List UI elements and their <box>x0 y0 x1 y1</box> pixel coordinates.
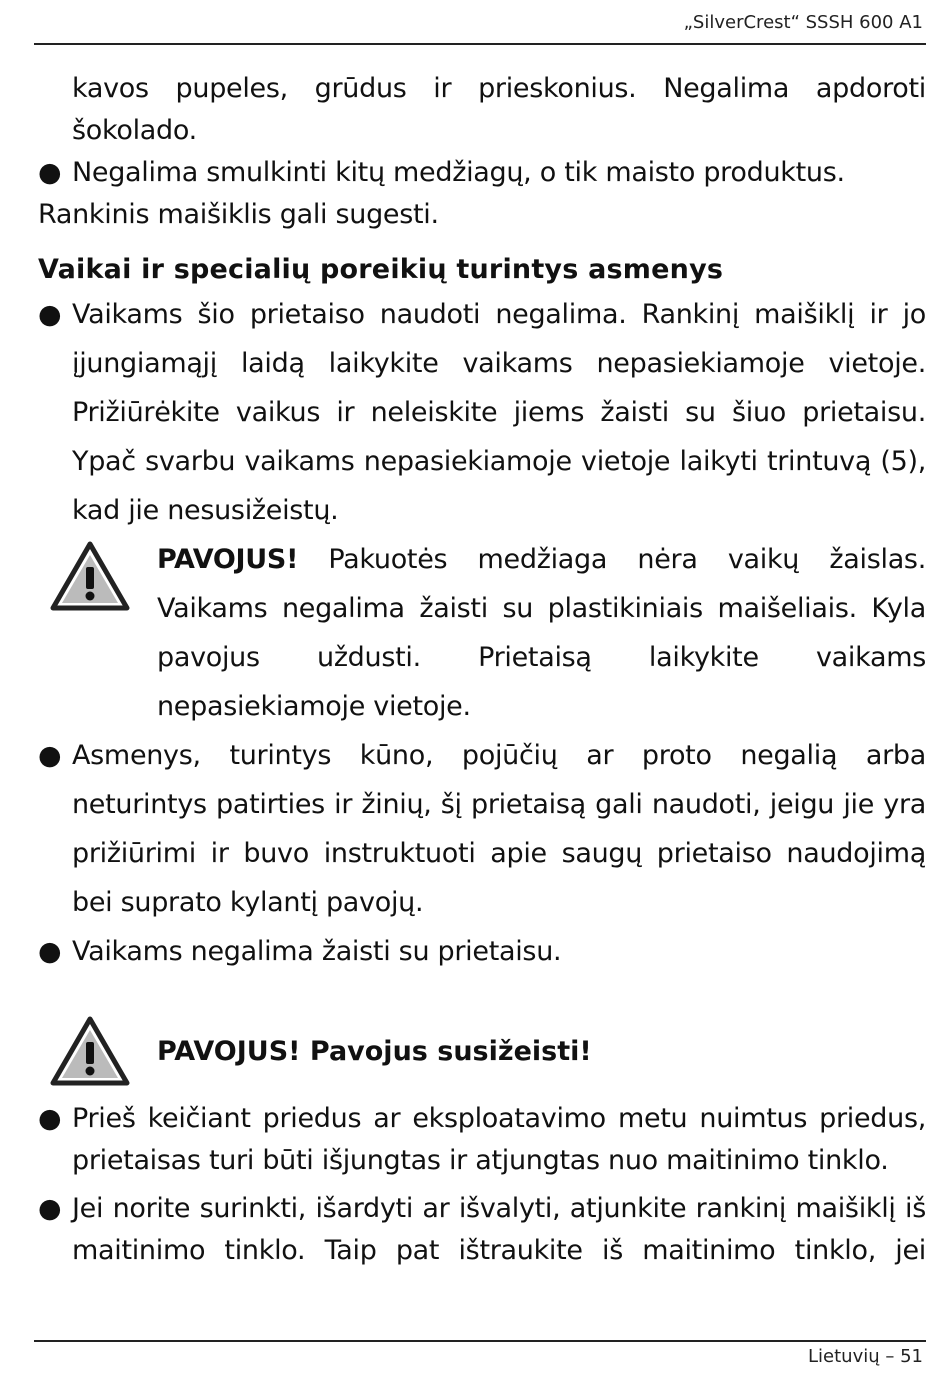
header-rule <box>34 43 926 45</box>
warning-title: PAVOJUS! Pavojus susižeisti! <box>157 1036 592 1067</box>
warning-triangle-icon <box>50 541 130 611</box>
bullet-icon: ● <box>38 1103 62 1134</box>
list-item <box>38 1098 926 1182</box>
list-item-text: Prieš keičiant priedus ar eksploatavimo metu nuimtus priedus, prietaisas turi būti išjungtas ir atjungtas nuo maitinimo tinklo. <box>72 1103 926 1176</box>
list-item <box>38 1188 926 1272</box>
list-item <box>38 290 926 535</box>
list-item-text: Vaikams šio prietaiso naudoti negalima. Rankinį maišiklį ir jo įjungiamąjį laidą laikykite vaikams nepasiekiamoje vietoje. Prižiūrėkite vaikus ir neleiskite jiems žaisti su šiuo prietaisu. Ypač svarbu vaikams nepasiekiamoje vietoje laikyti trintuvą (5), kad jie nesusižeistų. <box>72 299 926 526</box>
bullet-icon: ● <box>38 299 62 330</box>
page-number: Lietuvių – 51 <box>808 1346 923 1367</box>
page-content <box>38 68 926 1272</box>
text-line: kavos pupeles, grūdus ir prieskonius. Negalima apdoroti <box>72 73 926 104</box>
bullet-icon: ● <box>38 740 62 771</box>
warning-label: PAVOJUS! <box>157 544 299 575</box>
list-item-text: Asmenys, turintys kūno, pojūčių ar proto negalią arba neturintys patirties ir žinių, šį prietaisą gali naudoti, jeigu jie yra prižiūrimi ir buvo instruktuoti apie saugų prietaiso naudojimą bei suprato kylantį pavojų. <box>72 740 926 918</box>
warning-block <box>38 1016 926 1090</box>
warning-text: Pakuotės medžiaga nėra vaikų žaislas. Vaikams negalima žaisti su plastikiniais maišeliais. Kyla pavojus uždusti. Prietaisą laikykite vaikams nepasiekiamoje vietoje. <box>157 544 926 722</box>
bullet-icon: ● <box>38 157 62 188</box>
section-heading: Vaikai ir specialių poreikių turintys asmenys <box>38 254 724 285</box>
text-line: Rankinis maišiklis gali sugesti. <box>38 199 439 230</box>
list-item <box>38 927 926 976</box>
list-item <box>38 152 926 194</box>
list-item-text: Vaikams negalima žaisti su prietaisu. <box>72 936 562 967</box>
bullet-icon: ● <box>38 936 62 967</box>
list-item <box>38 731 926 927</box>
footer-rule <box>34 1340 926 1342</box>
warning-triangle-icon <box>50 1016 130 1086</box>
bullet-icon: ● <box>38 1193 62 1224</box>
list-item-text: Jei norite surinkti, išardyti ar išvalyti, atjunkite rankinį maišiklį iš maitinimo tinklo. Taip pat ištraukite iš maitinimo tinklo, jei <box>72 1193 926 1266</box>
text-line: šokolado. <box>72 115 197 146</box>
header-title: „SilverCrest“ SSSH 600 A1 <box>683 12 923 33</box>
warning-block <box>38 535 926 731</box>
list-item-text: Negalima smulkinti kitų medžiagų, o tik maisto produktus. <box>72 157 845 188</box>
